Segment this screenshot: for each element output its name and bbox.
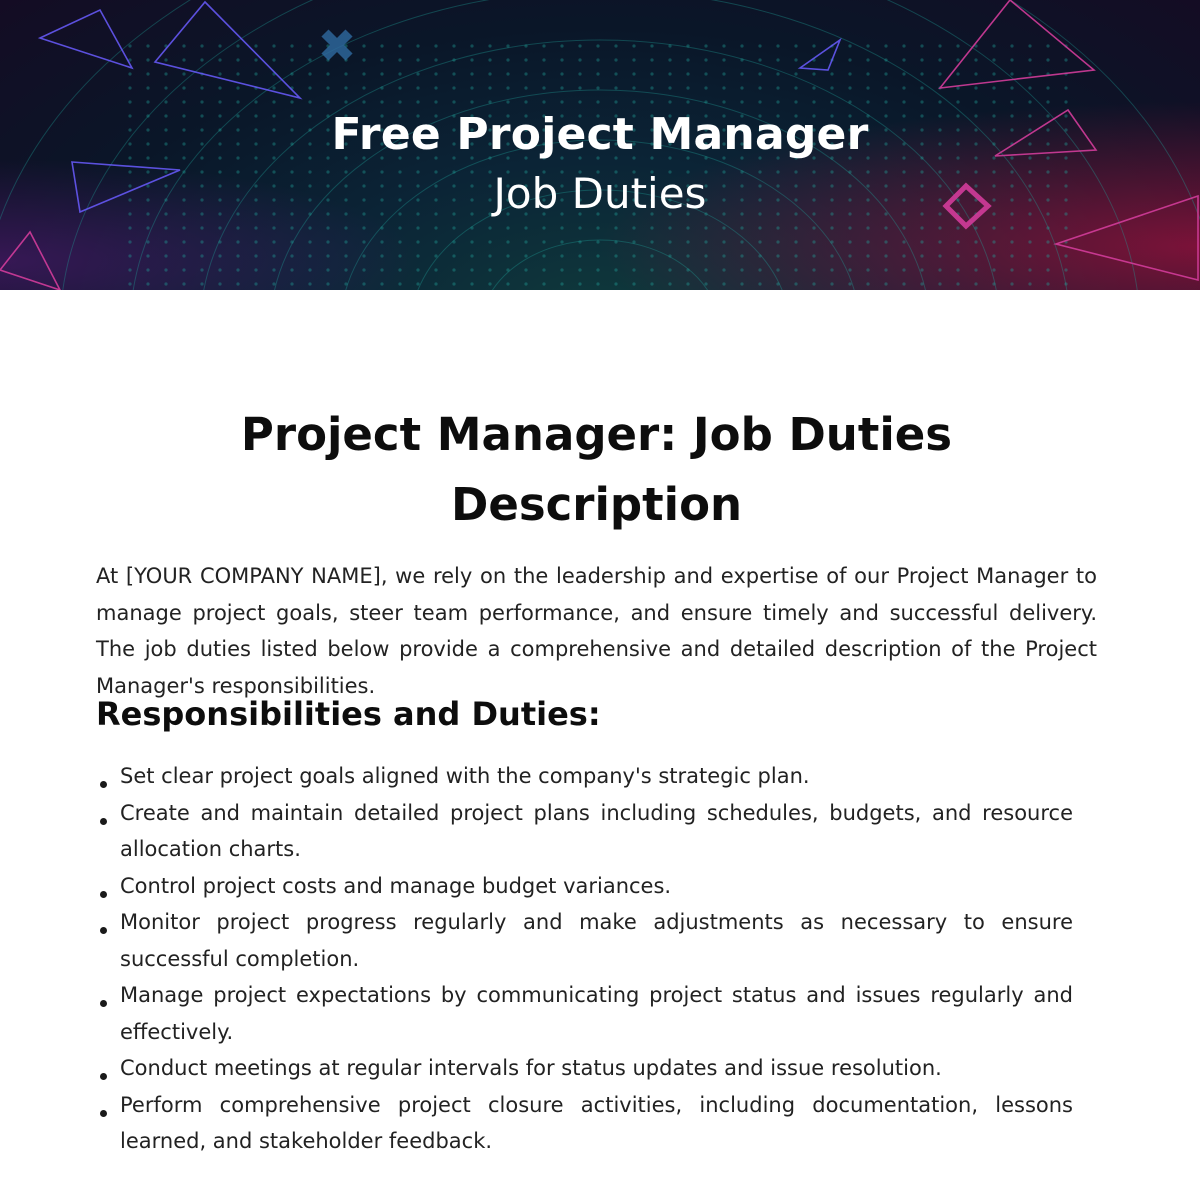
duty-text: Create and maintain detailed project plans including schedules, budgets, and resource allocation charts. bbox=[120, 800, 1073, 861]
bullet-icon bbox=[100, 781, 107, 788]
duty-text: Conduct meetings at regular intervals for status updates and issue resolution. bbox=[120, 1056, 942, 1080]
document-title: Project Manager: Job Duties Description bbox=[240, 408, 953, 531]
header-banner bbox=[0, 0, 1200, 290]
document-body bbox=[96, 400, 1097, 704]
bullet-icon bbox=[100, 1000, 107, 1007]
section-heading: Responsibilities and Duties: bbox=[96, 695, 601, 733]
duty-text: Manage project expectations by communicating project status and issues regularly and effectively. bbox=[120, 983, 1073, 1044]
bullet-icon bbox=[100, 1073, 107, 1080]
duty-text: Monitor project progress regularly and make adjustments as necessary to ensure successful completion. bbox=[120, 910, 1073, 971]
duties-list bbox=[96, 758, 1073, 1160]
bullet-icon bbox=[100, 818, 107, 825]
bullet-icon bbox=[100, 927, 107, 934]
bullet-icon bbox=[100, 891, 107, 898]
duty-text: Control project costs and manage budget variances. bbox=[120, 873, 672, 898]
bullet-icon bbox=[100, 1110, 107, 1117]
list-item bbox=[96, 795, 1073, 868]
banner-title: Free Project Manager bbox=[331, 109, 869, 160]
duty-text: Perform comprehensive project closure activities, including documentation, lessons learned, and stakeholder feedback. bbox=[120, 1092, 1073, 1153]
list-item bbox=[96, 758, 1073, 795]
duty-text: Set clear project goals aligned with the company's strategic plan. bbox=[120, 764, 810, 788]
intro-paragraph: At [YOUR COMPANY NAME], we rely on the leadership and expertise of our Project Manager to manage project goals, steer team performance, and ensure timely and successful delivery. The job duties listed below provide a comprehensive and detailed description of the Project Manager's responsibilities. bbox=[96, 564, 1097, 698]
list-item bbox=[96, 977, 1073, 1050]
list-item bbox=[96, 904, 1073, 977]
list-item bbox=[96, 1087, 1073, 1160]
list-item bbox=[96, 868, 1073, 905]
banner-subtitle: Job Duties bbox=[493, 169, 707, 218]
list-item bbox=[96, 1050, 1073, 1087]
